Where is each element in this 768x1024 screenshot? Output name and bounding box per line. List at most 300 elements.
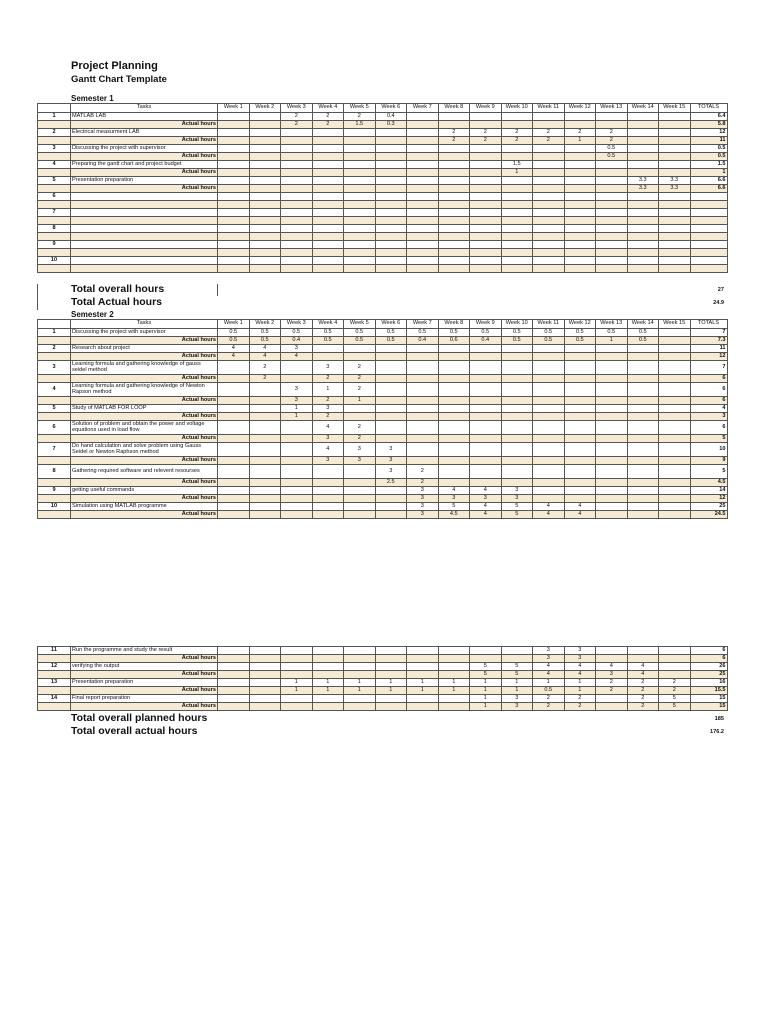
- week-hours-cell: 2: [564, 703, 596, 711]
- actual-hours-label: Actual hours: [71, 703, 218, 711]
- week-hours-cell: 2: [312, 121, 344, 129]
- week-hours-cell: 1: [344, 397, 376, 405]
- week-hours-cell: [596, 383, 628, 397]
- week-hours-cell: [281, 479, 313, 487]
- week-hours-cell: 0.5: [627, 329, 659, 337]
- week-column-header: Week 7: [407, 320, 439, 329]
- week-hours-cell: 5: [501, 663, 533, 671]
- week-hours-cell: [564, 465, 596, 479]
- week-hours-cell: [564, 169, 596, 177]
- week-hours-cell: 0.4: [375, 113, 407, 121]
- week-hours-cell: [438, 177, 470, 185]
- row-total-cell: 7.3: [690, 337, 727, 345]
- week-hours-cell: [375, 345, 407, 353]
- week-hours-cell: [659, 193, 691, 201]
- week-hours-cell: [375, 383, 407, 397]
- week-hours-cell: [533, 495, 565, 503]
- week-hours-cell: 2: [249, 361, 281, 375]
- week-hours-cell: 0.4: [470, 337, 502, 345]
- week-hours-cell: [659, 121, 691, 129]
- week-hours-cell: [249, 703, 281, 711]
- week-hours-cell: [438, 421, 470, 435]
- week-column-header: Week 4: [312, 104, 344, 113]
- task-number-cell: [38, 353, 71, 361]
- week-hours-cell: [470, 113, 502, 121]
- week-hours-cell: [659, 265, 691, 273]
- week-hours-cell: [627, 375, 659, 383]
- week-hours-cell: [407, 345, 439, 353]
- week-hours-cell: [407, 695, 439, 703]
- week-column-header: Week 3: [281, 104, 313, 113]
- week-hours-cell: [249, 121, 281, 129]
- week-hours-cell: [249, 217, 281, 225]
- week-hours-cell: 0.5: [501, 337, 533, 345]
- task-number-cell: 1: [38, 329, 71, 337]
- table-header-row: [38, 104, 728, 113]
- actual-hours-row: [38, 375, 728, 383]
- week-hours-cell: [375, 129, 407, 137]
- week-hours-cell: 0.3: [375, 121, 407, 129]
- week-hours-cell: [627, 161, 659, 169]
- week-hours-cell: [281, 249, 313, 257]
- week-hours-cell: [218, 383, 250, 397]
- week-hours-cell: [438, 465, 470, 479]
- totals-column-header: TOTALS: [690, 104, 727, 113]
- week-hours-cell: [344, 265, 376, 273]
- week-hours-cell: [627, 361, 659, 375]
- week-hours-cell: [564, 353, 596, 361]
- week-hours-cell: 3.3: [627, 177, 659, 185]
- week-hours-cell: [564, 161, 596, 169]
- week-hours-cell: 1: [438, 679, 470, 687]
- week-hours-cell: [501, 177, 533, 185]
- week-hours-cell: 3: [596, 671, 628, 679]
- total-planned-hours-label: Total overall planned hours: [71, 712, 208, 724]
- week-hours-cell: [438, 397, 470, 405]
- week-hours-cell: [596, 503, 628, 511]
- week-hours-cell: [344, 201, 376, 209]
- week-hours-cell: [501, 225, 533, 233]
- week-hours-cell: [249, 169, 281, 177]
- week-hours-cell: 2: [659, 679, 691, 687]
- task-row: [38, 345, 728, 353]
- week-hours-cell: [249, 145, 281, 153]
- task-row: [38, 405, 728, 413]
- actual-hours-row: [38, 121, 728, 129]
- actual-hours-row: [38, 479, 728, 487]
- week-hours-cell: [312, 161, 344, 169]
- week-hours-cell: [596, 193, 628, 201]
- actual-hours-row: [38, 153, 728, 161]
- week-hours-cell: [596, 177, 628, 185]
- week-hours-cell: [470, 201, 502, 209]
- week-hours-cell: 2: [627, 703, 659, 711]
- week-hours-cell: [249, 465, 281, 479]
- week-hours-cell: 3: [470, 495, 502, 503]
- week-hours-cell: 3: [438, 495, 470, 503]
- week-hours-cell: [533, 375, 565, 383]
- week-hours-cell: [627, 647, 659, 655]
- week-hours-cell: [564, 209, 596, 217]
- week-hours-cell: [501, 443, 533, 457]
- week-hours-cell: [218, 241, 250, 249]
- task-row: [38, 177, 728, 185]
- week-hours-cell: 0.5: [564, 337, 596, 345]
- week-hours-cell: [659, 503, 691, 511]
- week-hours-cell: [344, 647, 376, 655]
- week-hours-cell: [218, 687, 250, 695]
- total-overall-hours-label: Total overall hours: [71, 283, 165, 295]
- week-hours-cell: [344, 495, 376, 503]
- week-hours-cell: [249, 397, 281, 405]
- week-hours-cell: [596, 655, 628, 663]
- actual-hours-row: [38, 671, 728, 679]
- row-total-cell: 4: [690, 405, 727, 413]
- week-hours-cell: 2: [596, 137, 628, 145]
- week-hours-cell: [659, 435, 691, 443]
- week-hours-cell: [407, 161, 439, 169]
- week-hours-cell: [533, 113, 565, 121]
- week-hours-cell: [249, 129, 281, 137]
- week-hours-cell: [438, 361, 470, 375]
- week-hours-cell: [470, 185, 502, 193]
- task-number-cell: [38, 137, 71, 145]
- week-hours-cell: [501, 217, 533, 225]
- week-hours-cell: 3: [533, 655, 565, 663]
- week-hours-cell: [312, 511, 344, 519]
- week-hours-cell: 1.5: [344, 121, 376, 129]
- week-hours-cell: [470, 647, 502, 655]
- week-hours-cell: 1: [344, 679, 376, 687]
- week-hours-cell: [312, 185, 344, 193]
- row-total-cell: 15: [690, 695, 727, 703]
- row-total-cell: 6: [690, 383, 727, 397]
- week-hours-cell: [470, 161, 502, 169]
- week-hours-cell: [438, 671, 470, 679]
- week-hours-cell: 0.5: [501, 329, 533, 337]
- week-hours-cell: [312, 695, 344, 703]
- week-hours-cell: [407, 405, 439, 413]
- week-hours-cell: 2: [344, 383, 376, 397]
- week-hours-cell: [470, 353, 502, 361]
- week-hours-cell: [470, 457, 502, 465]
- week-hours-cell: [249, 647, 281, 655]
- page-subtitle: Gantt Chart Template: [71, 74, 167, 85]
- week-hours-cell: [218, 663, 250, 671]
- week-hours-cell: [375, 413, 407, 421]
- week-hours-cell: [470, 655, 502, 663]
- week-hours-cell: 1: [281, 687, 313, 695]
- task-row: [38, 241, 728, 249]
- week-hours-cell: [470, 375, 502, 383]
- week-hours-cell: [312, 193, 344, 201]
- week-hours-cell: [627, 479, 659, 487]
- week-hours-cell: [596, 169, 628, 177]
- week-hours-cell: [312, 177, 344, 185]
- week-hours-cell: [438, 345, 470, 353]
- week-hours-cell: 0.5: [344, 329, 376, 337]
- week-hours-cell: [249, 257, 281, 265]
- task-number-cell: [38, 511, 71, 519]
- week-hours-cell: [407, 137, 439, 145]
- task-number-cell: [38, 201, 71, 209]
- week-hours-cell: [375, 695, 407, 703]
- week-hours-cell: [407, 209, 439, 217]
- week-hours-cell: [218, 465, 250, 479]
- week-hours-cell: [596, 241, 628, 249]
- week-hours-cell: [596, 353, 628, 361]
- week-hours-cell: [533, 121, 565, 129]
- week-hours-cell: [218, 265, 250, 273]
- week-hours-cell: 4: [249, 353, 281, 361]
- week-column-header: Week 13: [596, 320, 628, 329]
- actual-hours-row: [38, 233, 728, 241]
- week-hours-cell: 3: [281, 397, 313, 405]
- total-actual-hours-value: 24.9: [713, 300, 724, 306]
- week-column-header: Week 8: [438, 104, 470, 113]
- week-hours-cell: [533, 201, 565, 209]
- week-hours-cell: [218, 435, 250, 443]
- week-hours-cell: [596, 233, 628, 241]
- week-hours-cell: [596, 121, 628, 129]
- week-hours-cell: [596, 257, 628, 265]
- week-hours-cell: [659, 161, 691, 169]
- row-total-cell: [690, 257, 727, 265]
- task-row: [38, 647, 728, 655]
- week-hours-cell: [375, 663, 407, 671]
- actual-hours-row: [38, 169, 728, 177]
- week-hours-cell: [218, 457, 250, 465]
- week-hours-cell: [249, 113, 281, 121]
- week-hours-cell: [470, 225, 502, 233]
- week-hours-cell: [470, 345, 502, 353]
- week-hours-cell: [281, 465, 313, 479]
- week-hours-cell: [596, 217, 628, 225]
- header-num-cell: [38, 104, 71, 113]
- week-hours-cell: 2: [281, 121, 313, 129]
- week-hours-cell: [218, 113, 250, 121]
- row-total-cell: 6: [690, 647, 727, 655]
- week-column-header: Week 10: [501, 320, 533, 329]
- week-hours-cell: [659, 443, 691, 457]
- week-hours-cell: 2: [344, 375, 376, 383]
- week-hours-cell: [344, 503, 376, 511]
- week-hours-cell: 5: [659, 695, 691, 703]
- week-hours-cell: [470, 435, 502, 443]
- week-hours-cell: 0.5: [627, 337, 659, 345]
- week-hours-cell: [375, 397, 407, 405]
- week-column-header: Week 11: [533, 320, 565, 329]
- week-hours-cell: [533, 257, 565, 265]
- week-hours-cell: [344, 209, 376, 217]
- week-hours-cell: [218, 487, 250, 495]
- week-hours-cell: [627, 487, 659, 495]
- week-hours-cell: [438, 695, 470, 703]
- week-hours-cell: 2: [470, 129, 502, 137]
- actual-hours-label: Actual hours: [71, 397, 218, 405]
- week-hours-cell: 1: [470, 703, 502, 711]
- week-hours-cell: [375, 495, 407, 503]
- week-hours-cell: [533, 241, 565, 249]
- week-hours-cell: [501, 153, 533, 161]
- task-number-cell: [38, 687, 71, 695]
- week-hours-cell: [564, 113, 596, 121]
- week-hours-cell: 5: [501, 671, 533, 679]
- week-hours-cell: [375, 201, 407, 209]
- week-hours-cell: 1: [470, 695, 502, 703]
- task-row: [38, 113, 728, 121]
- week-hours-cell: [312, 217, 344, 225]
- task-name-cell: getting useful commands: [71, 487, 218, 495]
- week-hours-cell: [501, 361, 533, 375]
- row-total-cell: 0.5: [690, 153, 727, 161]
- week-hours-cell: [438, 233, 470, 241]
- task-number-cell: [38, 413, 71, 421]
- week-hours-cell: 0.5: [596, 153, 628, 161]
- week-hours-cell: [249, 193, 281, 201]
- week-hours-cell: [533, 233, 565, 241]
- week-hours-cell: 2: [470, 137, 502, 145]
- week-hours-cell: [312, 345, 344, 353]
- week-hours-cell: [407, 421, 439, 435]
- week-hours-cell: [375, 225, 407, 233]
- actual-hours-label: Actual hours: [71, 137, 218, 145]
- total-actual-hours-label-2: Total overall actual hours: [71, 725, 198, 737]
- week-hours-cell: [375, 193, 407, 201]
- week-column-header: Week 15: [659, 104, 691, 113]
- week-hours-cell: [281, 185, 313, 193]
- task-name-cell: MATLAB LAB: [71, 113, 218, 121]
- week-hours-cell: [627, 511, 659, 519]
- week-hours-cell: [218, 193, 250, 201]
- week-hours-cell: 1: [470, 679, 502, 687]
- week-hours-cell: 1: [344, 687, 376, 695]
- semester-2-table: [37, 319, 728, 519]
- week-hours-cell: [470, 145, 502, 153]
- week-hours-cell: [470, 479, 502, 487]
- week-hours-cell: 4: [564, 511, 596, 519]
- week-hours-cell: [375, 217, 407, 225]
- week-hours-cell: [407, 655, 439, 663]
- week-hours-cell: [501, 193, 533, 201]
- week-hours-cell: [344, 703, 376, 711]
- week-hours-cell: [596, 185, 628, 193]
- week-hours-cell: [501, 265, 533, 273]
- task-name-cell: [71, 257, 218, 265]
- week-hours-cell: 4: [564, 663, 596, 671]
- week-hours-cell: 0.5: [375, 329, 407, 337]
- week-hours-cell: 4: [312, 421, 344, 435]
- week-hours-cell: [281, 145, 313, 153]
- week-hours-cell: [533, 457, 565, 465]
- week-hours-cell: [249, 443, 281, 457]
- week-hours-cell: [627, 405, 659, 413]
- week-hours-cell: [218, 647, 250, 655]
- total-actual-hours-value-2: 176.2: [710, 729, 724, 735]
- week-hours-cell: 0.5: [564, 329, 596, 337]
- task-number-cell: 8: [38, 225, 71, 233]
- week-hours-cell: [470, 249, 502, 257]
- tasks-column-header: Tasks: [71, 320, 218, 329]
- actual-hours-row: [38, 457, 728, 465]
- task-name-cell: Presentation preparation: [71, 177, 218, 185]
- week-hours-cell: [344, 413, 376, 421]
- week-hours-cell: 3: [281, 345, 313, 353]
- week-hours-cell: [501, 249, 533, 257]
- week-hours-cell: [438, 161, 470, 169]
- week-hours-cell: 2: [533, 129, 565, 137]
- week-hours-cell: [659, 145, 691, 153]
- week-hours-cell: 2: [281, 113, 313, 121]
- week-hours-cell: [407, 457, 439, 465]
- actual-hours-label: [71, 249, 218, 257]
- week-hours-cell: 3.3: [659, 177, 691, 185]
- week-hours-cell: [564, 421, 596, 435]
- task-number-cell: [38, 233, 71, 241]
- week-hours-cell: [659, 511, 691, 519]
- week-hours-cell: [596, 209, 628, 217]
- semester-2-continued-table: [37, 646, 728, 711]
- week-hours-cell: [470, 209, 502, 217]
- task-number-cell: [38, 185, 71, 193]
- week-hours-cell: [564, 443, 596, 457]
- week-hours-cell: 2: [407, 465, 439, 479]
- week-hours-cell: [627, 397, 659, 405]
- week-hours-cell: [218, 249, 250, 257]
- actual-hours-label: Actual hours: [71, 655, 218, 663]
- week-column-header: Week 14: [627, 320, 659, 329]
- week-hours-cell: [281, 457, 313, 465]
- actual-hours-row: [38, 511, 728, 519]
- task-number-cell: [38, 217, 71, 225]
- week-hours-cell: [249, 511, 281, 519]
- task-number-cell: 6: [38, 421, 71, 435]
- actual-hours-label: Actual hours: [71, 687, 218, 695]
- week-hours-cell: 2: [596, 129, 628, 137]
- week-hours-cell: [470, 169, 502, 177]
- week-hours-cell: [627, 435, 659, 443]
- week-hours-cell: [375, 153, 407, 161]
- week-hours-cell: 4: [533, 511, 565, 519]
- week-hours-cell: 3: [312, 361, 344, 375]
- week-hours-cell: 2: [344, 113, 376, 121]
- week-hours-cell: [564, 361, 596, 375]
- week-hours-cell: [470, 413, 502, 421]
- actual-hours-label: Actual hours: [71, 185, 218, 193]
- week-hours-cell: 5: [470, 671, 502, 679]
- actual-hours-label: Actual hours: [71, 169, 218, 177]
- week-hours-cell: [501, 375, 533, 383]
- row-total-cell: [690, 225, 727, 233]
- week-hours-cell: [501, 647, 533, 655]
- row-total-cell: 6: [690, 421, 727, 435]
- week-hours-cell: 4: [470, 511, 502, 519]
- week-hours-cell: [344, 465, 376, 479]
- week-hours-cell: [659, 241, 691, 249]
- week-hours-cell: [312, 145, 344, 153]
- week-hours-cell: 1: [564, 137, 596, 145]
- week-hours-cell: [564, 121, 596, 129]
- week-hours-cell: [659, 421, 691, 435]
- week-hours-cell: [249, 265, 281, 273]
- week-hours-cell: [281, 671, 313, 679]
- week-hours-cell: [596, 413, 628, 421]
- week-hours-cell: 3: [501, 495, 533, 503]
- week-hours-cell: [312, 479, 344, 487]
- week-hours-cell: [249, 201, 281, 209]
- week-hours-cell: [281, 511, 313, 519]
- week-hours-cell: [533, 217, 565, 225]
